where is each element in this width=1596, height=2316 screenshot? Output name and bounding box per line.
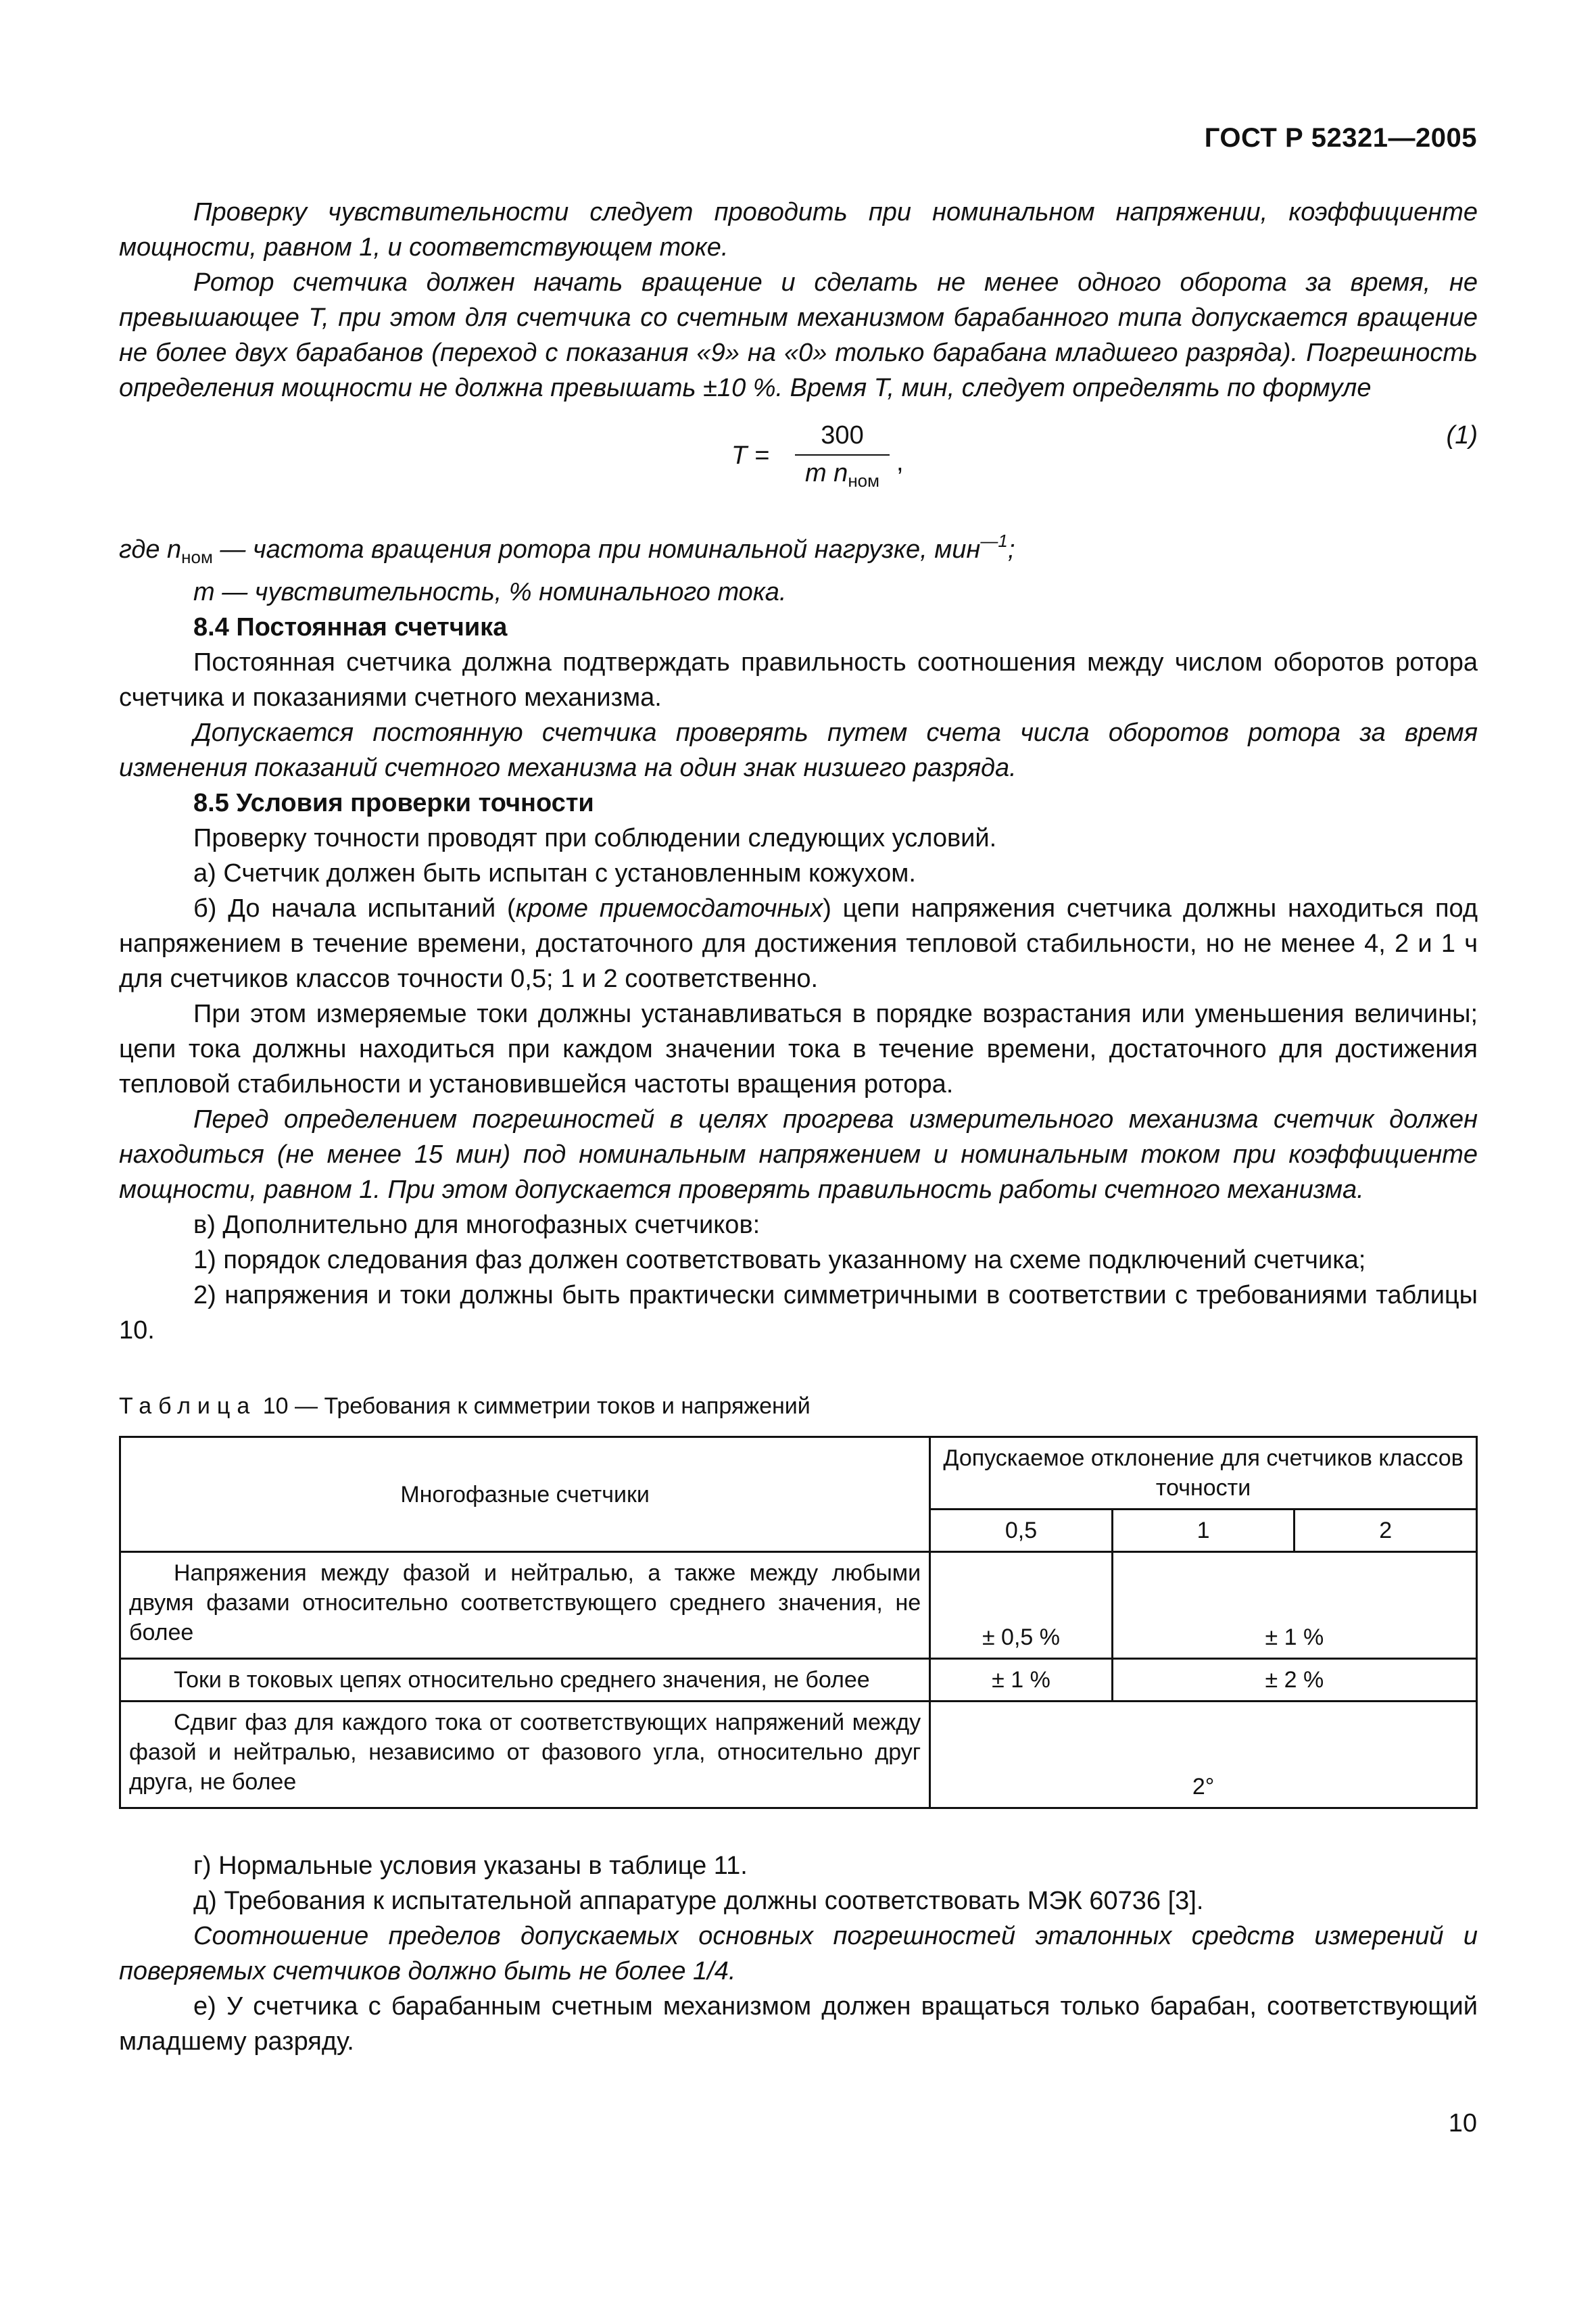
row-currents-label: Токи в токовых цепях относительно среднего значения, не более — [120, 1659, 930, 1702]
table-caption-word: Таблица — [119, 1393, 257, 1419]
paragraph-ratio: Соотношение пределов допускаемых основных погрешностей эталонных средств измерений и поверяемых счетчиков должно быть не более 1/4. — [119, 1922, 1478, 1985]
paragraph-rotor-rotation: Ротор счетчика должен начать вращение и сделать не менее одного оборота за время, не превышающее T, при этом для счетчика со счетным механизмом барабанного типа допускается вращение не более двух барабанов (переход с показания «9» на «0» только барабана младшего разряда). Погрешность определения мощности не должна превышать ±10 %. Время T, мин, следует определять по формуле — [119, 268, 1478, 402]
row-phase-shift-label: Сдвиг фаз для каждого тока от соответствующих напряжений между фазой и нейтралью, независимо от фазового угла, относительно друг друга, не более — [120, 1702, 930, 1808]
formula-numerator: 300 — [795, 418, 890, 456]
formula-1 — [119, 418, 1478, 519]
item-e: е) У счетчика с барабанным счетным механизмом должен вращаться только барабан, соответствующий младшему разряду. — [119, 1992, 1478, 2056]
formula-fraction — [795, 418, 890, 498]
def-n-sub: ном — [181, 547, 213, 567]
item-b-end: ) цепи напряжения счетчика должны находиться под напряжением в течение времени, достаточного для достижения тепловой стабильности, но не менее 4, 2 и 1 ч для счетчиков классов точности 0,5; 1 и 2 соответственно. — [119, 894, 1478, 993]
definition-n-nom — [119, 523, 1478, 575]
paragraph-8-4-1: Постоянная счетчика должна подтверждать правильность соотношения между числом оборотов ротора счетчика и показаниями счетного механизма. — [119, 648, 1478, 712]
formula-den-sub: ном — [848, 471, 880, 491]
row-phase-shift-value: 2° — [930, 1702, 1477, 1808]
header-class-2: 2 — [1295, 1510, 1477, 1552]
item-g: г) Нормальные условия указаны в таблице 11. — [193, 1852, 748, 1880]
item-b-start: б) До начала испытаний ( — [193, 894, 516, 923]
header-class-0-5: 0,5 — [930, 1510, 1113, 1552]
paragraph-8-5-1: Проверку точности проводят при соблюдении следующих условий. — [193, 824, 997, 852]
heading-8-5: 8.5 Условия проверки точности — [193, 789, 594, 817]
def-n-sup: —1 — [980, 531, 1008, 551]
row-voltages-class-0-5: ± 0,5 % — [930, 1552, 1113, 1659]
formula-comma: , — [896, 448, 904, 477]
item-b — [119, 891, 1478, 996]
def-n-prefix: где n — [119, 535, 182, 564]
formula-lhs: T = — [731, 441, 769, 470]
row-voltages-class-1-2: ± 1 % — [1112, 1552, 1476, 1659]
item-v-2: 2) напряжения и токи должны быть практически симметричными в соответствии с требованиями таблицы 10. — [119, 1281, 1478, 1345]
paragraph-warmup: Перед определением погрешностей в целях прогрева измерительного механизма счетчик должен находиться (не менее 15 мин) под номинальным напряжением и номинальным током при коэффициенте мощности, равном 1. При этом допускается проверять правильность работы счетного механизма. — [119, 1105, 1478, 1204]
table-10-caption — [119, 1391, 1478, 1421]
row-currents-class-0-5: ± 1 % — [930, 1659, 1113, 1702]
formula-denominator — [795, 456, 890, 498]
definition-m: m — чувствительность, % номинального тока. — [193, 578, 787, 606]
table-caption-rest: 10 — Требования к симметрии токов и напряжений — [256, 1393, 811, 1419]
row-voltages-label: Напряжения между фазой и нейтралью, а также между любыми двумя фазами относительно соответствующего среднего значения, не более — [120, 1552, 930, 1659]
table-row — [120, 1702, 1477, 1808]
page-number: 10 — [1448, 2109, 1477, 2138]
document-code: ГОСТ Р 52321—2005 — [1204, 123, 1477, 153]
page-content — [119, 195, 1478, 2059]
table-header-row — [120, 1437, 1477, 1510]
formula-den-var: m n — [804, 459, 848, 487]
header-class-1: 1 — [1112, 1510, 1295, 1552]
header-deviation-group: Допускаемое отклонение для счетчиков классов точности — [930, 1437, 1477, 1510]
row-currents-class-1-2: ± 2 % — [1112, 1659, 1476, 1702]
heading-8-4: 8.4 Постоянная счетчика — [193, 613, 508, 642]
after-table-section — [119, 1848, 1478, 2059]
table-10 — [119, 1436, 1478, 1809]
paragraph-sensitivity-check: Проверку чувствительности следует проводить при номинальном напряжении, коэффициенте мощности, равном 1, и соответствующем токе. — [119, 198, 1478, 262]
header-multiphase: Многофазные счетчики — [120, 1437, 930, 1552]
paragraph-8-4-2: Допускается постоянную счетчика проверять путем счета числа оборотов ротора за время изменения показаний счетного механизма на один знак низшего разряда. — [119, 719, 1478, 782]
def-n-text: — частота вращения ротора при номинальной нагрузке, мин — [212, 535, 981, 564]
item-b-italic: кроме приемосдаточных — [515, 894, 823, 923]
def-n-end: ; — [1007, 535, 1015, 564]
table-row — [120, 1659, 1477, 1702]
formula-number: (1) — [1446, 421, 1478, 450]
paragraph-currents: При этом измеряемые токи должны устанавливаться в порядке возрастания или уменьшения величины; цепи тока должны находиться при каждом значении тока в течение времени, достаточного для достижения тепловой стабильности и установившейся частоты вращения ротора. — [119, 1000, 1478, 1099]
item-v: в) Дополнительно для многофазных счетчиков: — [193, 1211, 760, 1239]
item-d: д) Требования к испытательной аппаратуре должны соответствовать МЭК 60736 [3]. — [193, 1887, 1204, 1915]
item-v-1: 1) порядок следования фаз должен соответствовать указанному на схеме подключений счетчика; — [193, 1246, 1366, 1274]
table-row — [120, 1552, 1477, 1659]
item-a: а) Счетчик должен быть испытан с установленным кожухом. — [193, 859, 916, 888]
